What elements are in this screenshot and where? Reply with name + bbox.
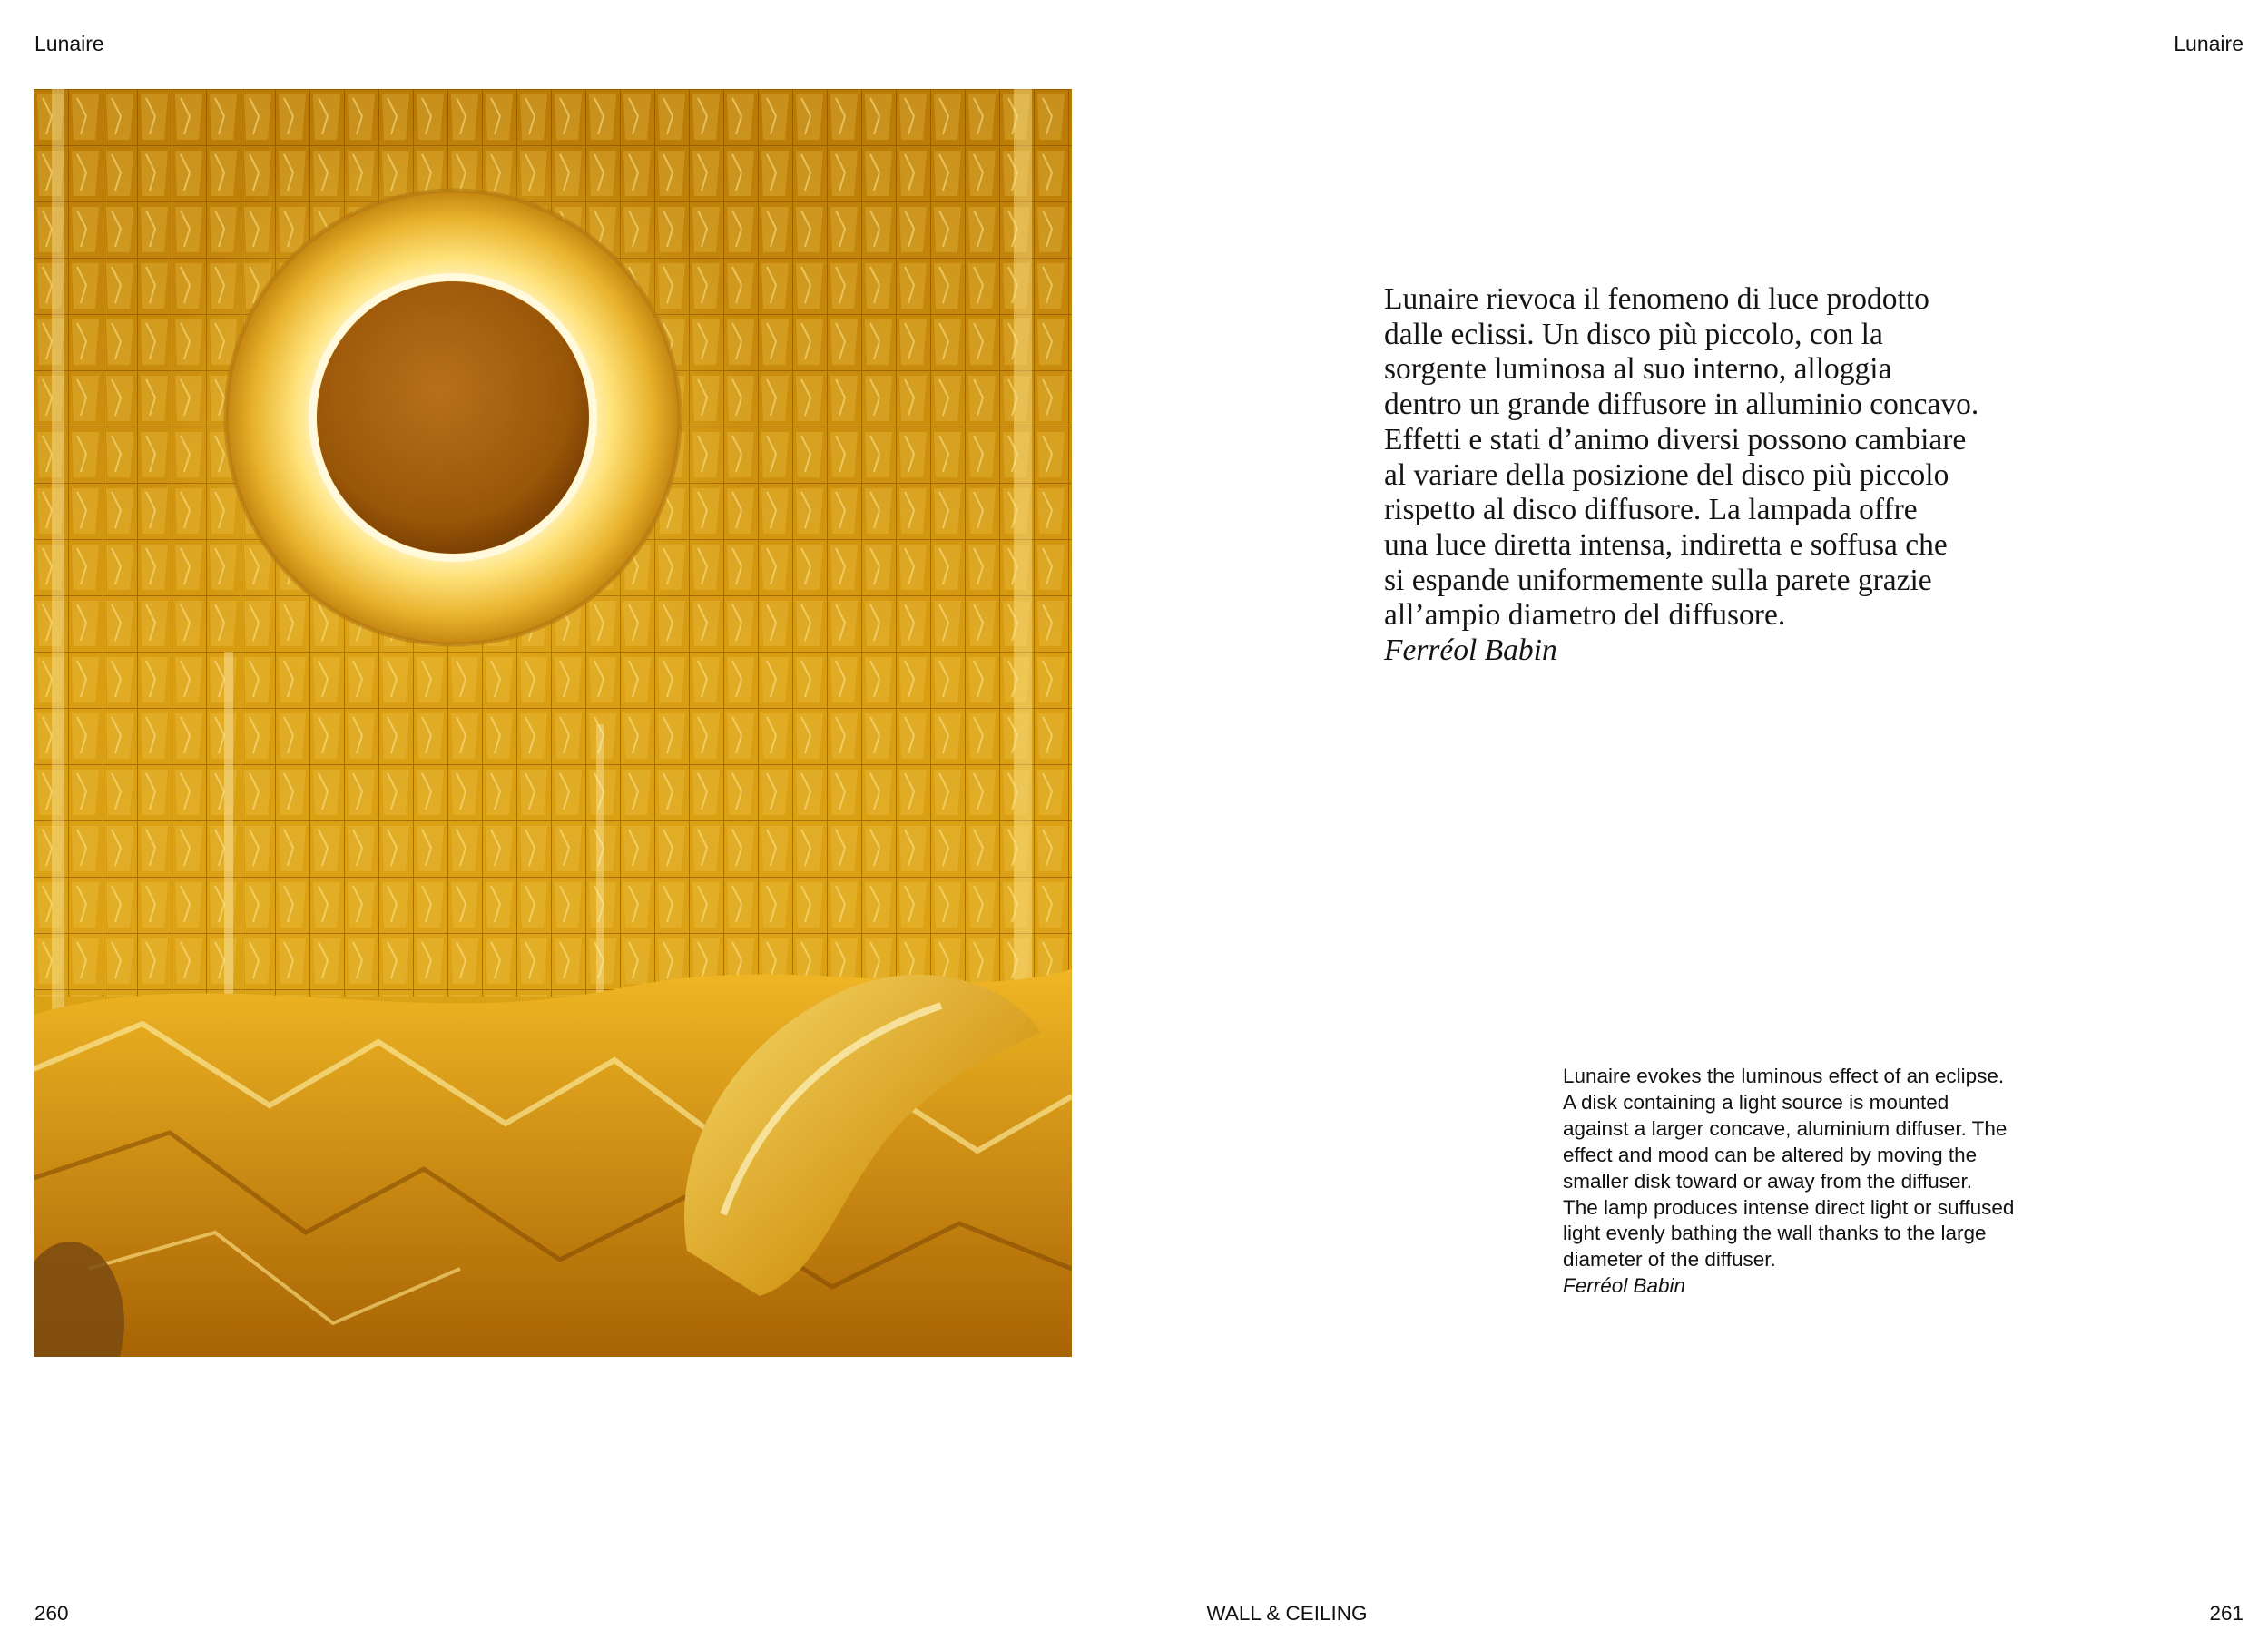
italian-line: sorgente luminosa al suo interno, alloggia	[1384, 352, 1892, 387]
italian-line: dalle eclissi. Un disco più piccolo, con la	[1384, 317, 1883, 351]
italian-author: Ferréol Babin	[1384, 633, 1557, 668]
english-description	[1563, 1064, 2071, 1300]
italian-line: rispetto al disco diffusore. La lampada offre	[1384, 493, 1918, 527]
italian-line: dentro un grande diffusore in alluminio concavo.	[1384, 388, 1979, 422]
italian-line: all’ampio diametro del diffusore.	[1384, 598, 1786, 633]
english-line: against a larger concave, aluminium diffuser. The	[1563, 1116, 2008, 1140]
italian-line: si espande uniformemente sulla parete grazie	[1384, 563, 1932, 597]
english-line: Lunaire evokes the luminous effect of an eclipse.	[1563, 1065, 2005, 1087]
page-number-right: 261	[2209, 1602, 2243, 1625]
section-title: WALL & CEILING	[1206, 1602, 1368, 1625]
page-number-left: 260	[34, 1602, 69, 1625]
english-line: A disk containing a light source is mounted	[1563, 1090, 1949, 1114]
english-line: effect and mood can be altered by moving the	[1563, 1143, 1978, 1166]
english-line: The lamp produces intense direct light or suffused	[1563, 1195, 2015, 1219]
english-author: Ferréol Babin	[1563, 1274, 1686, 1298]
italian-line: Lunaire rievoca il fenomeno di luce prodotto	[1384, 282, 1929, 316]
lamp-photo-illustration	[34, 89, 1072, 1357]
running-head-left: Lunaire	[34, 32, 104, 55]
running-head-right: Lunaire	[2174, 32, 2243, 55]
italian-line: al variare della posizione del disco più piccolo	[1384, 457, 1949, 492]
italian-line: una luce diretta intensa, indiretta e soffusa che	[1384, 527, 1948, 562]
english-line: light evenly bathing the wall thanks to the large	[1563, 1222, 1987, 1245]
english-line: diameter of the diffuser.	[1563, 1248, 1776, 1272]
italian-line: Effetti e stati d’animo diversi possono cambiare	[1384, 422, 1967, 457]
italian-description	[1384, 282, 2074, 669]
lamp-photo	[34, 89, 1072, 1357]
english-line: smaller disk toward or away from the diffuser.	[1563, 1169, 1973, 1193]
